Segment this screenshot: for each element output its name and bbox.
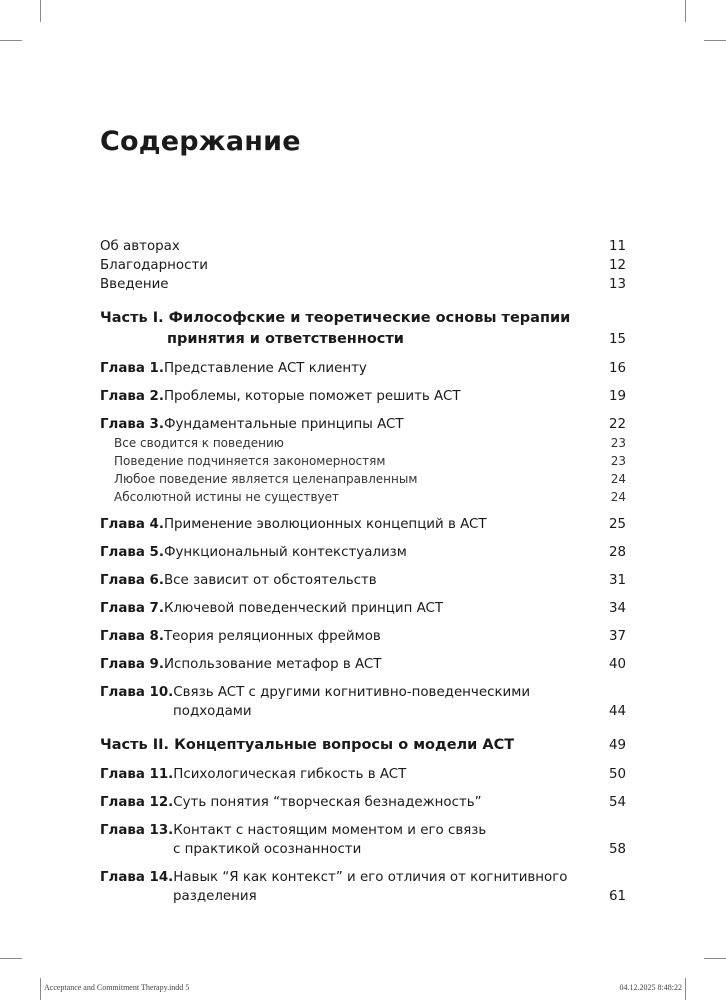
print-slug-timestamp: 04.12.2025 8:48:22 bbox=[619, 983, 682, 992]
crop-mark bbox=[40, 0, 41, 22]
crop-mark bbox=[704, 40, 726, 41]
chapter-label: Глава 4. bbox=[100, 517, 164, 532]
toc-page-number: 16 bbox=[608, 361, 626, 376]
chapter-label: Глава 2. bbox=[100, 389, 164, 404]
chapter-title: Теория реляционных фреймов bbox=[163, 629, 381, 644]
toc-page-number: 13 bbox=[608, 277, 626, 292]
subsection-title: Любое поведение является целенаправленным bbox=[114, 472, 418, 486]
print-slug-filename: Acceptance and Commitment Therapy.indd 5 bbox=[44, 983, 190, 992]
toc-page-number: 22 bbox=[608, 417, 626, 432]
toc-page-number: 50 bbox=[608, 767, 626, 782]
chapter-title: Использование метафор в ACT bbox=[163, 657, 382, 672]
subsection-title: Абсолютной истины не существует bbox=[114, 490, 339, 504]
toc-chapter[interactable] bbox=[100, 571, 626, 590]
toc-entry[interactable] bbox=[100, 237, 626, 256]
toc-page-number: 40 bbox=[608, 657, 626, 672]
toc-entry-text: Благодарности bbox=[100, 258, 208, 273]
subsection-title: Поведение подчиняется закономерностям bbox=[114, 454, 386, 468]
chapter-label: Глава 7. bbox=[100, 601, 164, 616]
chapter-title: Связь ACT с другими когнитивно-поведенческими bbox=[173, 685, 531, 700]
chapter-title-continued: с практикой осознанности bbox=[173, 842, 362, 857]
chapter-title: Представление ACT клиенту bbox=[163, 361, 367, 376]
chapter-label: Глава 8. bbox=[100, 629, 164, 644]
chapter-title-continued: подходами bbox=[173, 704, 252, 719]
crop-mark bbox=[40, 978, 41, 1000]
chapter-title: Суть понятия “творческая безнадежность” bbox=[173, 795, 482, 810]
toc-chapter[interactable] bbox=[100, 415, 626, 434]
toc-chapter[interactable] bbox=[100, 387, 626, 406]
toc-chapter[interactable] bbox=[100, 793, 626, 812]
chapter-label: Глава 9. bbox=[100, 657, 164, 672]
toc-chapter[interactable] bbox=[100, 543, 626, 562]
toc-entry-text: Введение bbox=[100, 277, 169, 292]
part-title-line: Часть I. Философские и теоретические основы терапии bbox=[100, 310, 571, 326]
chapter-label: Глава 13. bbox=[100, 823, 174, 838]
chapter-label: Глава 10. bbox=[100, 685, 174, 700]
chapter-label: Глава 14. bbox=[100, 870, 174, 885]
crop-mark bbox=[685, 0, 686, 22]
part-title: Часть II. Концептуальные вопросы о модели ACT bbox=[100, 737, 515, 753]
toc-page-number: 25 bbox=[608, 517, 626, 532]
part-title-line: принятия и ответственности bbox=[167, 331, 404, 347]
toc-chapter[interactable] bbox=[100, 359, 626, 378]
chapter-title-continued: разделения bbox=[173, 889, 257, 904]
toc-subsection[interactable] bbox=[100, 452, 626, 470]
toc-page-number: 19 bbox=[608, 389, 626, 404]
toc-chapter[interactable] bbox=[100, 515, 626, 534]
chapter-title: Контакт с настоящим моментом и его связь bbox=[173, 823, 487, 838]
toc-part-heading[interactable] bbox=[100, 735, 626, 756]
part-title bbox=[100, 308, 598, 350]
toc-page-number: 37 bbox=[608, 629, 626, 644]
toc-subsection[interactable] bbox=[100, 470, 626, 488]
chapter-label: Глава 5. bbox=[100, 545, 164, 560]
chapter-label: Глава 6. bbox=[100, 573, 164, 588]
toc-page-number: 15 bbox=[608, 332, 626, 347]
chapter-title: Все зависит от обстоятельств bbox=[163, 573, 377, 588]
toc-subsection[interactable] bbox=[100, 434, 626, 452]
toc-chapter[interactable] bbox=[100, 765, 626, 784]
toc-page-number: 44 bbox=[608, 704, 626, 719]
crop-mark bbox=[685, 978, 686, 1000]
crop-mark bbox=[0, 40, 22, 41]
toc-page-number: 24 bbox=[610, 490, 626, 504]
toc-page-number: 58 bbox=[608, 842, 626, 857]
toc-subsection[interactable] bbox=[100, 488, 626, 506]
chapter-title: Психологическая гибкость в ACT bbox=[173, 767, 407, 782]
toc-page-number: 23 bbox=[610, 454, 626, 468]
toc-chapter[interactable] bbox=[100, 627, 626, 646]
crop-mark bbox=[0, 958, 22, 959]
chapter-label: Глава 11. bbox=[100, 767, 174, 782]
subsection-title: Все сводится к поведению bbox=[114, 436, 284, 450]
toc-page-number: 61 bbox=[608, 889, 626, 904]
chapter-title: Фундаментальные принципы ACT bbox=[163, 417, 404, 432]
page-title: Содержание bbox=[100, 126, 301, 157]
toc-chapter[interactable] bbox=[100, 683, 626, 721]
toc-entry-text: Об авторах bbox=[100, 239, 180, 254]
toc-chapter[interactable] bbox=[100, 821, 626, 859]
toc-chapter[interactable] bbox=[100, 868, 626, 906]
table-of-contents bbox=[100, 237, 626, 906]
toc-page-number: 11 bbox=[608, 239, 626, 254]
toc-page-number: 23 bbox=[610, 436, 626, 450]
chapter-title: Навык “Я как контекст” и его отличия от когнитивного bbox=[173, 870, 568, 885]
toc-chapter[interactable] bbox=[100, 655, 626, 674]
chapter-title: Ключевой поведенческий принцип ACT bbox=[163, 601, 444, 616]
chapter-label: Глава 12. bbox=[100, 795, 174, 810]
toc-page-number: 54 bbox=[608, 795, 626, 810]
toc-chapter[interactable] bbox=[100, 599, 626, 618]
toc-page-number: 24 bbox=[610, 472, 626, 486]
toc-entry[interactable] bbox=[100, 275, 626, 294]
toc-entry[interactable] bbox=[100, 256, 626, 275]
toc-page-number: 34 bbox=[608, 601, 626, 616]
chapter-label: Глава 3. bbox=[100, 417, 164, 432]
toc-part-heading[interactable] bbox=[100, 308, 626, 350]
chapter-label: Глава 1. bbox=[100, 361, 164, 376]
crop-mark bbox=[704, 958, 726, 959]
chapter-title: Применение эволюционных концепций в ACT bbox=[163, 517, 487, 532]
toc-page-number: 31 bbox=[608, 573, 626, 588]
toc-page-number: 49 bbox=[608, 738, 626, 753]
chapter-title: Функциональный контекстуализм bbox=[163, 545, 407, 560]
toc-page-number: 28 bbox=[608, 545, 626, 560]
toc-page-number: 12 bbox=[608, 258, 626, 273]
chapter-title: Проблемы, которые поможет решить ACT bbox=[163, 389, 461, 404]
